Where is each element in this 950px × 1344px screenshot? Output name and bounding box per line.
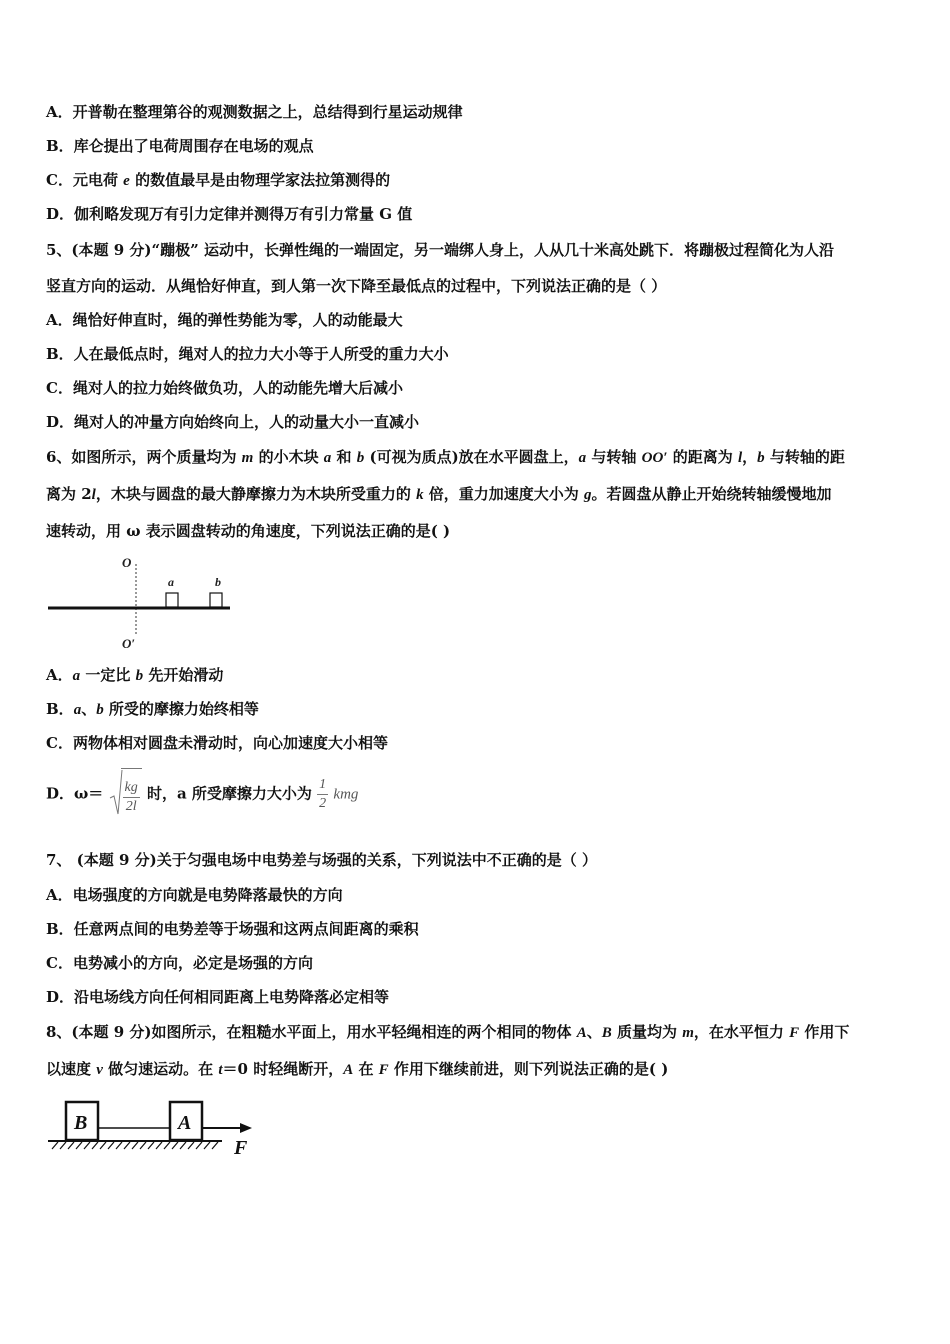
q6-option-b: B．a、b 所受的摩擦力始终相等 [46, 700, 259, 718]
q7-stem: 7、 (本题 9 分)关于匀强电场中电势差与场强的关系，下列说法中不正确的是（ ） [46, 851, 597, 869]
fraction-half: $\frac{1}{2}$ [319, 777, 327, 811]
label-F: F [234, 1137, 248, 1159]
q4-option-c-var: e [123, 173, 130, 189]
q4-option-a: A．开普勒在整理第谷的观测数据之上，总结得到行星运动规律 [46, 103, 463, 121]
q7-option-d: D．沿电场线方向任何相同距离上电势降落必定相等 [46, 988, 390, 1006]
q5-stem-line1: 5、(本题 9 分)“蹦极” 运动中，长弹性绳的一端固定，另一端绑人身上，人从几十米高处跳下．将蹦极过程简化为人沿 [46, 241, 834, 259]
q5-option-c: C．绳对人的拉力始终做负功，人的动能先增大后减小 [46, 379, 403, 397]
floor-hatching [52, 1142, 218, 1149]
q5-option-a: A．绳恰好伸直时，绳的弹性势能为零，人的动能最大 [46, 311, 403, 329]
q6-stem-line1: 6、如图所示，两个质量均为 m 的小木块 a 和 b (可视为质点)放在水平圆盘上，a 与转轴 OO′ 的距离为 l，b 与转轴的距 [46, 448, 845, 466]
q6-option-d-middle: 时，a 所受摩擦力大小为 [146, 784, 312, 803]
q7-option-c: C．电势减小的方向，必定是场强的方向 [46, 954, 313, 972]
q7-option-b: B．任意两点间的电势差等于场强和这两点间距离的乘积 [46, 920, 419, 938]
q6-disk-diagram [44, 552, 244, 652]
label-B: B [74, 1112, 88, 1134]
q4-option-c [46, 170, 390, 191]
q6-stem-line3: 速转动，用 ω 表示圆盘转动的角速度，下列说法正确的是( ) [46, 522, 451, 540]
label-O-prime: O′ [122, 636, 136, 651]
block-a [166, 593, 178, 607]
q5-option-d: D．绳对人的冲量方向始终向上，人的动量大小一直减小 [46, 413, 420, 431]
q4-option-c-prefix: C．元电荷 [46, 171, 124, 189]
q4-option-d: D．伽利略发现万有引力定律并测得万有引力常量 G 值 [46, 205, 413, 223]
q6-stem-line2: 离为 2l，木块与圆盘的最大静摩擦力为木块所受重力的 k 倍，重力加速度大小为 g。若圆盘从静止开始绕转轴缓慢地加 [46, 485, 832, 503]
sqrt-expression: $\frac{kg}{2l}$ [109, 768, 142, 821]
q4-option-b: B．库仑提出了电荷周围存在电场的观点 [46, 137, 314, 155]
label-A: A [178, 1112, 192, 1134]
q8-stem-line2: 以速度 v 做匀速运动。在 t＝0 时轻绳断开，A 在 F 作用下继续前进，则下列说法正确的是( ) [46, 1060, 669, 1078]
q5-stem-line2: 竖直方向的运动．从绳恰好伸直，到人第一次下降至最低点的过程中，下列说法正确的是（ ） [46, 277, 667, 295]
block-b [210, 593, 222, 607]
q8-blocks-diagram [44, 1094, 264, 1162]
arrow-head [240, 1123, 252, 1133]
label-b: b [215, 575, 221, 589]
kmg-term: kmg [333, 786, 359, 803]
q6-option-d-prefix: D．ω＝ [46, 784, 104, 803]
q6-option-d [46, 768, 358, 821]
q8-stem-line1: 8、(本题 9 分)如图所示，在粗糙水平面上，用水平轻绳相连的两个相同的物体 A、B 质量均为 m，在水平恒力 F 作用下 [46, 1023, 850, 1041]
q5-option-b: B．人在最低点时，绳对人的拉力大小等于人所受的重力大小 [46, 345, 449, 363]
label-O: O [122, 555, 132, 570]
q7-option-a: A．电场强度的方向就是电势降落最快的方向 [46, 886, 343, 904]
label-a: a [168, 575, 174, 589]
q6-option-c: C．两物体相对圆盘未滑动时，向心加速度大小相等 [46, 734, 388, 752]
q6-option-a: A．a 一定比 b 先开始滑动 [46, 666, 224, 684]
q4-option-c-suffix: 的数值最早是由物理学家法拉第测得的 [129, 171, 391, 189]
